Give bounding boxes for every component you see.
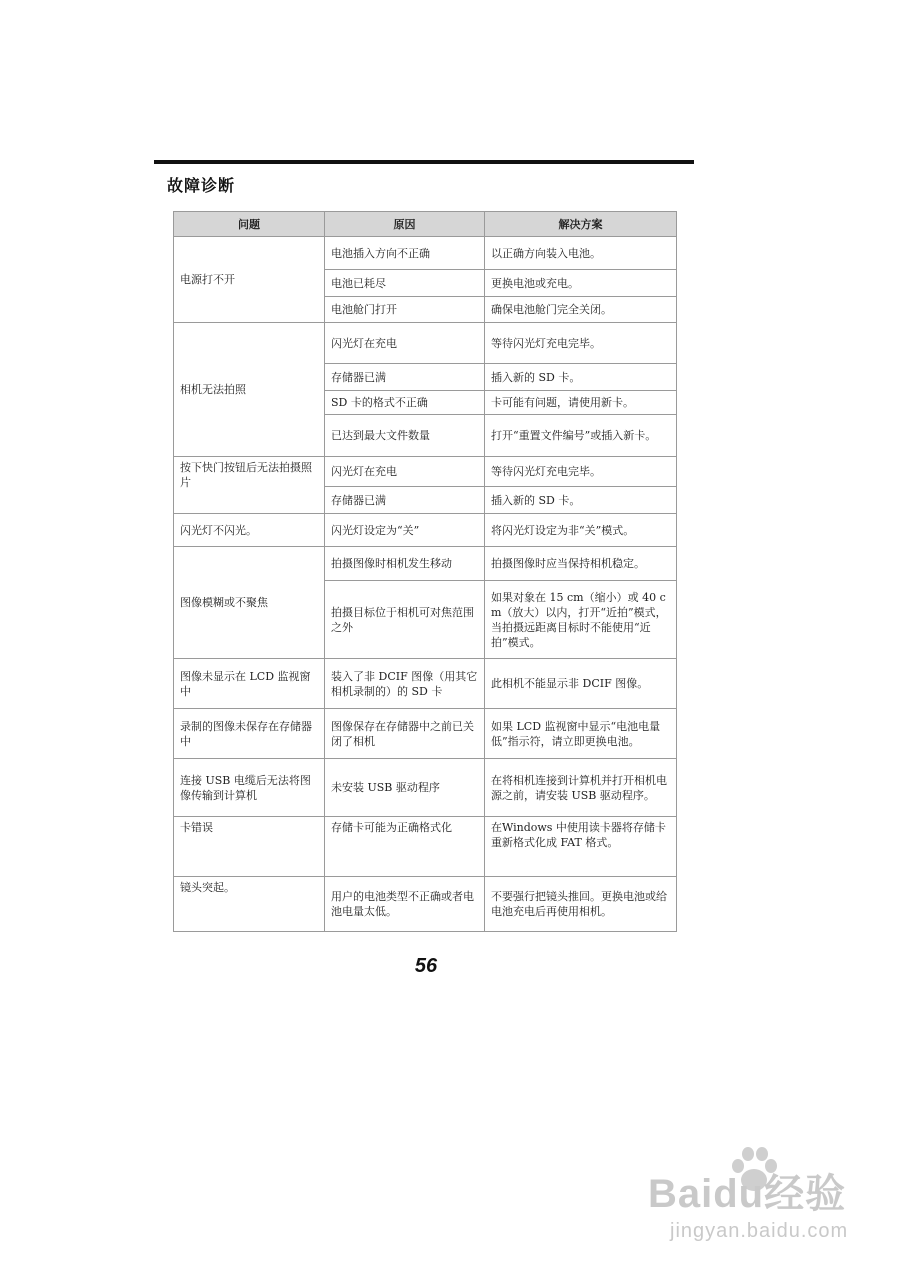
table-row [174,323,677,364]
problem-cell: 相机无法拍照 [174,323,325,457]
solution-cell: 将闪光灯设定为非“关”模式。 [485,514,677,547]
table-row [174,709,677,759]
cause-cell: 用户的电池类型不正确或者电池电量太低。 [325,877,485,932]
cause-cell: 图像保存在存储器中之前已关闭了相机 [325,709,485,759]
solution-cell: 此相机不能显示非 DCIF 图像。 [485,659,677,709]
problem-cell: 图像未显示在 LCD 监视窗中 [174,659,325,709]
cause-cell: 存储器已满 [325,487,485,514]
solution-cell: 如果对象在 15 cm（缩小）或 40 cm（放大）以内，打开“近拍”模式，当拍摄远距离目标时不能使用“近拍”模式。 [485,581,677,659]
cause-cell: 存储卡可能为正确格式化 [325,817,485,877]
table-row [174,457,677,487]
cause-cell: 闪光灯设定为“关” [325,514,485,547]
watermark-logo: Baidu经验 [648,1172,847,1216]
cause-cell: 拍摄图像时相机发生移动 [325,547,485,581]
solution-cell: 如果 LCD 监视窗中显示“电池电量低”指示符，请立即更换电池。 [485,709,677,759]
solution-cell: 打开“重置文件编号”或插入新卡。 [485,415,677,457]
cause-cell: 电池已耗尽 [325,270,485,297]
header-cause: 原因 [325,212,485,237]
cause-cell: 闪光灯在充电 [325,323,485,364]
problem-cell: 图像模糊或不聚焦 [174,547,325,659]
table-row [174,817,677,877]
problem-cell: 镜头突起。 [174,877,325,932]
cause-cell: 装入了非 DCIF 图像（用其它相机录制的）的 SD 卡 [325,659,485,709]
cause-cell: 电池舱门打开 [325,297,485,323]
cause-cell: 闪光灯在充电 [325,457,485,487]
header-solution: 解决方案 [485,212,677,237]
table-header-row [174,212,677,237]
solution-cell: 以正确方向装入电池。 [485,237,677,270]
table-row [174,659,677,709]
cause-cell: 电池插入方向不正确 [325,237,485,270]
problem-cell: 电源打不开 [174,237,325,323]
table-row [174,237,677,270]
problem-cell: 录制的图像未保存在存储器中 [174,709,325,759]
solution-cell: 更换电池或充电。 [485,270,677,297]
top-rule [154,160,694,164]
section-title: 故障诊断 [167,176,236,195]
page-number: 56 [414,955,438,977]
solution-cell: 拍摄图像时应当保持相机稳定。 [485,547,677,581]
solution-cell: 等待闪光灯充电完毕。 [485,323,677,364]
cause-cell: 存储器已满 [325,364,485,391]
solution-cell: 插入新的 SD 卡。 [485,487,677,514]
cause-cell: 已达到最大文件数量 [325,415,485,457]
table-row [174,514,677,547]
header-problem: 问题 [174,212,325,237]
cause-cell: 未安装 USB 驱动程序 [325,759,485,817]
problem-cell: 闪光灯不闪光。 [174,514,325,547]
solution-cell: 确保电池舱门完全关闭。 [485,297,677,323]
problem-cell: 连接 USB 电缆后无法将图像传输到计算机 [174,759,325,817]
solution-cell: 插入新的 SD 卡。 [485,364,677,391]
cause-cell: 拍摄目标位于相机可对焦范围之外 [325,581,485,659]
table-row [174,759,677,817]
problem-cell: 按下快门按钮后无法拍摄照片 [174,457,325,514]
table-row [174,547,677,581]
watermark [640,1140,870,1250]
solution-cell: 卡可能有问题，请使用新卡。 [485,391,677,415]
troubleshooting-table [173,211,677,932]
problem-cell: 卡错误 [174,817,325,877]
solution-cell: 不要强行把镜头推回。更换电池或给电池充电后再使用相机。 [485,877,677,932]
solution-cell: 在将相机连接到计算机并打开相机电源之前，请安装 USB 驱动程序。 [485,759,677,817]
solution-cell: 等待闪光灯充电完毕。 [485,457,677,487]
table-row [174,877,677,932]
solution-cell: 在Windows 中使用读卡器将存储卡重新格式化成 FAT 格式。 [485,817,677,877]
watermark-url: jingyan.baidu.com [670,1220,849,1242]
cause-cell: SD 卡的格式不正确 [325,391,485,415]
